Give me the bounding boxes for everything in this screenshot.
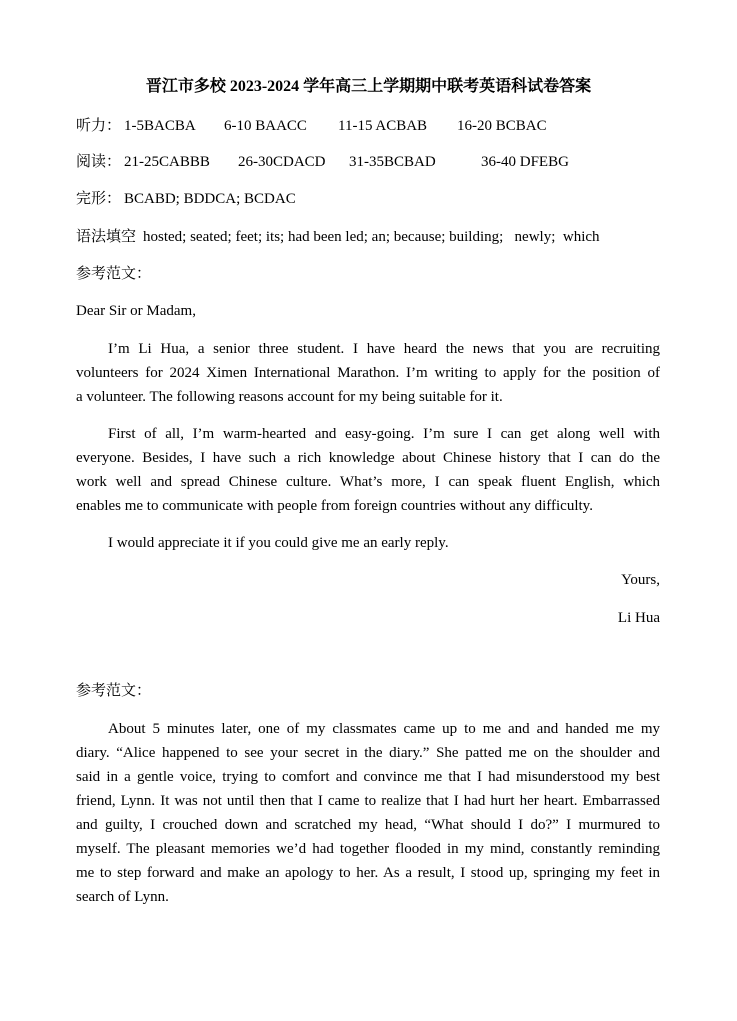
- paragraph-line: a volunteer. The following reasons account for my being suitable for it.: [76, 389, 503, 405]
- reading-label: 阅读：: [76, 154, 122, 170]
- paragraph-line: friend, Lynn. It was not until then that I came to realize that I had hurt her heart. Embarrassed: [76, 793, 660, 809]
- listening-group: 11-15 ACBAB: [338, 118, 428, 134]
- paragraph-line: diary. “Alice happened to see your secret in the diary.” She patted me on the shoulder and: [76, 745, 660, 761]
- paragraph-line: and guilty, I crouched down and scratched my head, “What should I do?” I murmured to: [76, 817, 660, 833]
- paragraph-line: me to step forward and make an apology to her. As a result, I stood up, springing my feet in: [76, 865, 660, 881]
- cloze-answers-row: [76, 187, 660, 211]
- paragraph-line: enables me to communicate with people from foreign countries without any difficulty.: [76, 498, 593, 514]
- grammar-answers: hosted; seated; feet; its; had been led; an; because; building; newly; which: [143, 229, 600, 245]
- reading-group: 36-40 DFEBG: [481, 154, 569, 170]
- letter-paragraph: [76, 422, 660, 518]
- paragraph-line: everyone. Besides, I have such a rich knowledge about Chinese history that I can do the: [76, 450, 660, 466]
- sample-essay-heading: 参考范文：: [76, 266, 152, 282]
- reading-group: 21-25CABBB: [124, 154, 210, 170]
- letter-signature: Li Hua: [617, 610, 660, 626]
- listening-group: 1-5BACBA: [124, 118, 196, 134]
- sample-essay-heading: 参考范文：: [76, 683, 152, 699]
- grammar-label: 语法填空: [76, 229, 137, 245]
- listening-group: 16-20 BCBAC: [457, 118, 547, 134]
- paragraph-line: said in a gentle voice, trying to comfort and convince me that I had misunderstood my best: [76, 769, 660, 785]
- letter-closing: Yours,: [621, 572, 660, 588]
- paragraph-line: volunteers for 2024 Ximen International Marathon. I’m writing to apply for the position of: [76, 365, 660, 381]
- paragraph-line: About 5 minutes later, one of my classmates came up to me and and handed me my: [108, 721, 660, 737]
- paragraph-line: I’m Li Hua, a senior three student. I have heard the news that you are recruiting: [108, 341, 660, 357]
- letter-paragraph: [76, 337, 660, 409]
- paragraph-line: search of Lynn.: [76, 889, 169, 905]
- listening-label: 听力：: [76, 118, 122, 134]
- reading-answers-row: [76, 150, 660, 174]
- grammar-answers-row: [76, 225, 660, 249]
- story-paragraph: [76, 717, 660, 909]
- cloze-label: 完形：: [76, 191, 122, 207]
- listening-answers-row: [76, 114, 660, 138]
- paragraph-line: First of all, I’m warm-hearted and easy-going. I’m sure I can get along well with: [108, 426, 660, 442]
- cloze-answers: BCABD; BDDCA; BCDAC: [124, 191, 296, 207]
- letter-salutation: Dear Sir or Madam,: [76, 303, 196, 319]
- letter-paragraph: [76, 531, 660, 555]
- paragraph-line: myself. The pleasant memories we’d had together flooded in my mind, constantly reminding: [76, 841, 660, 857]
- listening-group: 6-10 BAACC: [224, 118, 307, 134]
- paragraph-line: I would appreciate it if you could give me an early reply.: [108, 535, 449, 551]
- reading-group: 26-30CDACD: [238, 154, 326, 170]
- reading-group: 31-35BCBAD: [349, 154, 436, 170]
- paragraph-line: work well and spread Chinese culture. What’s more, I can speak fluent English, which: [76, 474, 660, 490]
- document-title: 晋江市多校 2023-2024 学年高三上学期期中联考英语科试卷答案: [145, 78, 592, 95]
